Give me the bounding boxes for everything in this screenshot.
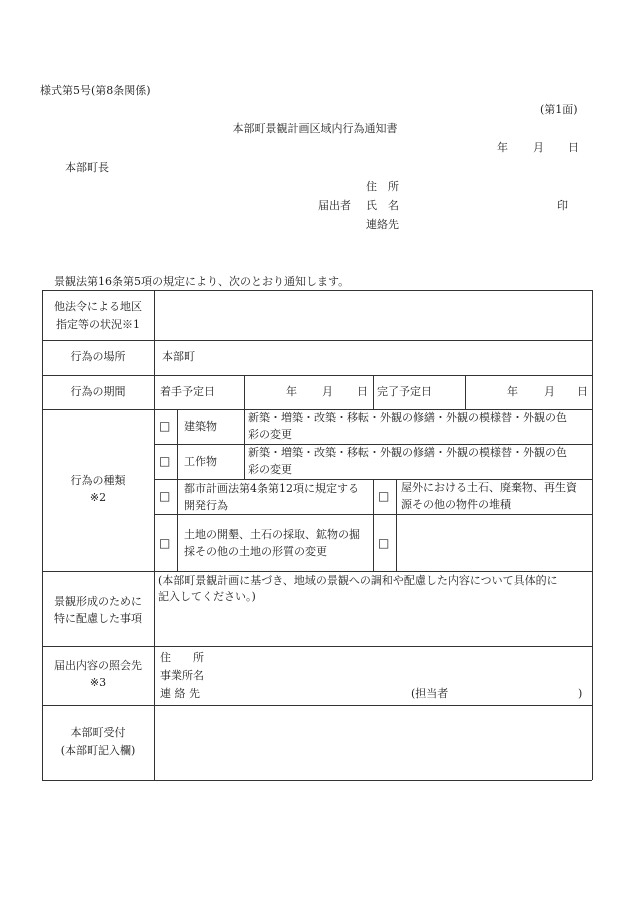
development-label-2: 開発行為 [184, 499, 228, 512]
other-law-label-2: 指定等の状況※1 [56, 318, 140, 331]
applicant-contact-label: 連絡先 [366, 218, 399, 231]
period-label: 行為の期間 [70, 385, 126, 398]
consideration-label-2: 特に配慮した事項 [54, 612, 142, 625]
contact-office-label: 事業所名 [160, 669, 204, 682]
end-month: 月 [544, 385, 555, 398]
structure-desc-2: 彩の変更 [248, 463, 292, 476]
intro-text: 景観法第16条第5項の規定により、次のとおり通知します。 [54, 275, 350, 288]
consideration-note-2: 記入してください。) [158, 590, 256, 603]
reception-label-1: 本部町受付 [70, 726, 126, 739]
page-label: (第1面) [540, 103, 578, 116]
outdoor-storage-label-2: 源その他の物件の堆積 [401, 498, 511, 511]
building-checkbox[interactable]: □ [159, 419, 171, 433]
contact-phone-label: 連 絡 先 [160, 687, 200, 700]
document-title: 本部町景観計画区域内行為通知書 [232, 122, 398, 135]
development-label-1: 都市計画法第4条第12項に規定する [184, 482, 359, 495]
type-label-2: ※2 [89, 491, 107, 504]
start-month: 月 [322, 385, 333, 398]
end-year: 年 [507, 385, 518, 398]
location-value: 本部町 [162, 350, 195, 363]
date-year: 年 [497, 141, 508, 154]
consideration-label-1: 景観形成のために [54, 595, 142, 608]
form-number: 様式第5号(第8条関係) [40, 84, 151, 97]
structure-label: 工作物 [184, 455, 217, 468]
location-label: 行為の場所 [70, 350, 126, 363]
applicant-address-label: 住 所 [366, 180, 399, 193]
structure-desc-1: 新築・増築・改築・移転・外観の修繕・外観の模様替・外観の色 [248, 446, 567, 459]
start-year: 年 [286, 385, 297, 398]
start-day: 日 [357, 385, 368, 398]
outdoor-storage-label-1: 屋外における土石、廃棄物、再生資 [401, 481, 577, 494]
seal-mark: 印 [557, 199, 568, 212]
applicant-name-label: 氏 名 [366, 199, 399, 212]
building-desc-1: 新築・増築・改築・移転・外観の修繕・外観の模様替・外観の色 [248, 411, 567, 424]
contact-address-label: 住 所 [160, 651, 204, 664]
structure-checkbox[interactable]: □ [159, 454, 171, 468]
type-label-1: 行為の種類 [70, 474, 126, 487]
date-month: 月 [533, 141, 544, 154]
building-desc-2: 彩の変更 [248, 428, 292, 441]
extra-checkbox[interactable]: □ [378, 536, 390, 550]
contact-person-open: (担当者 [411, 687, 449, 700]
outdoor-storage-checkbox[interactable]: □ [378, 489, 390, 503]
development-checkbox[interactable]: □ [159, 489, 171, 503]
other-law-label-1: 他法令による地区 [54, 300, 142, 313]
start-date-label: 着手予定日 [160, 385, 215, 398]
contact-person-close: ) [578, 687, 583, 700]
end-day: 日 [577, 385, 588, 398]
date-day: 日 [568, 141, 579, 154]
land-alteration-label-1: 土地の開墾、土石の採取、鉱物の掘 [184, 528, 360, 541]
applicant-role: 届出者 [318, 199, 351, 212]
land-alteration-checkbox[interactable]: □ [159, 536, 171, 550]
building-label: 建築物 [184, 420, 217, 433]
consideration-note-1: (本部町景観計画に基づき、地域の景観への調和や配慮した内容について具体的に [158, 574, 558, 587]
contact-label-2: ※3 [89, 676, 107, 689]
end-date-label: 完了予定日 [377, 385, 432, 398]
reception-label-2: (本部町記入欄) [60, 744, 136, 757]
addressee: 本部町長 [65, 161, 109, 174]
contact-label-1: 届出内容の照会先 [54, 659, 142, 672]
land-alteration-label-2: 採その他の土地の形質の変更 [184, 545, 327, 558]
